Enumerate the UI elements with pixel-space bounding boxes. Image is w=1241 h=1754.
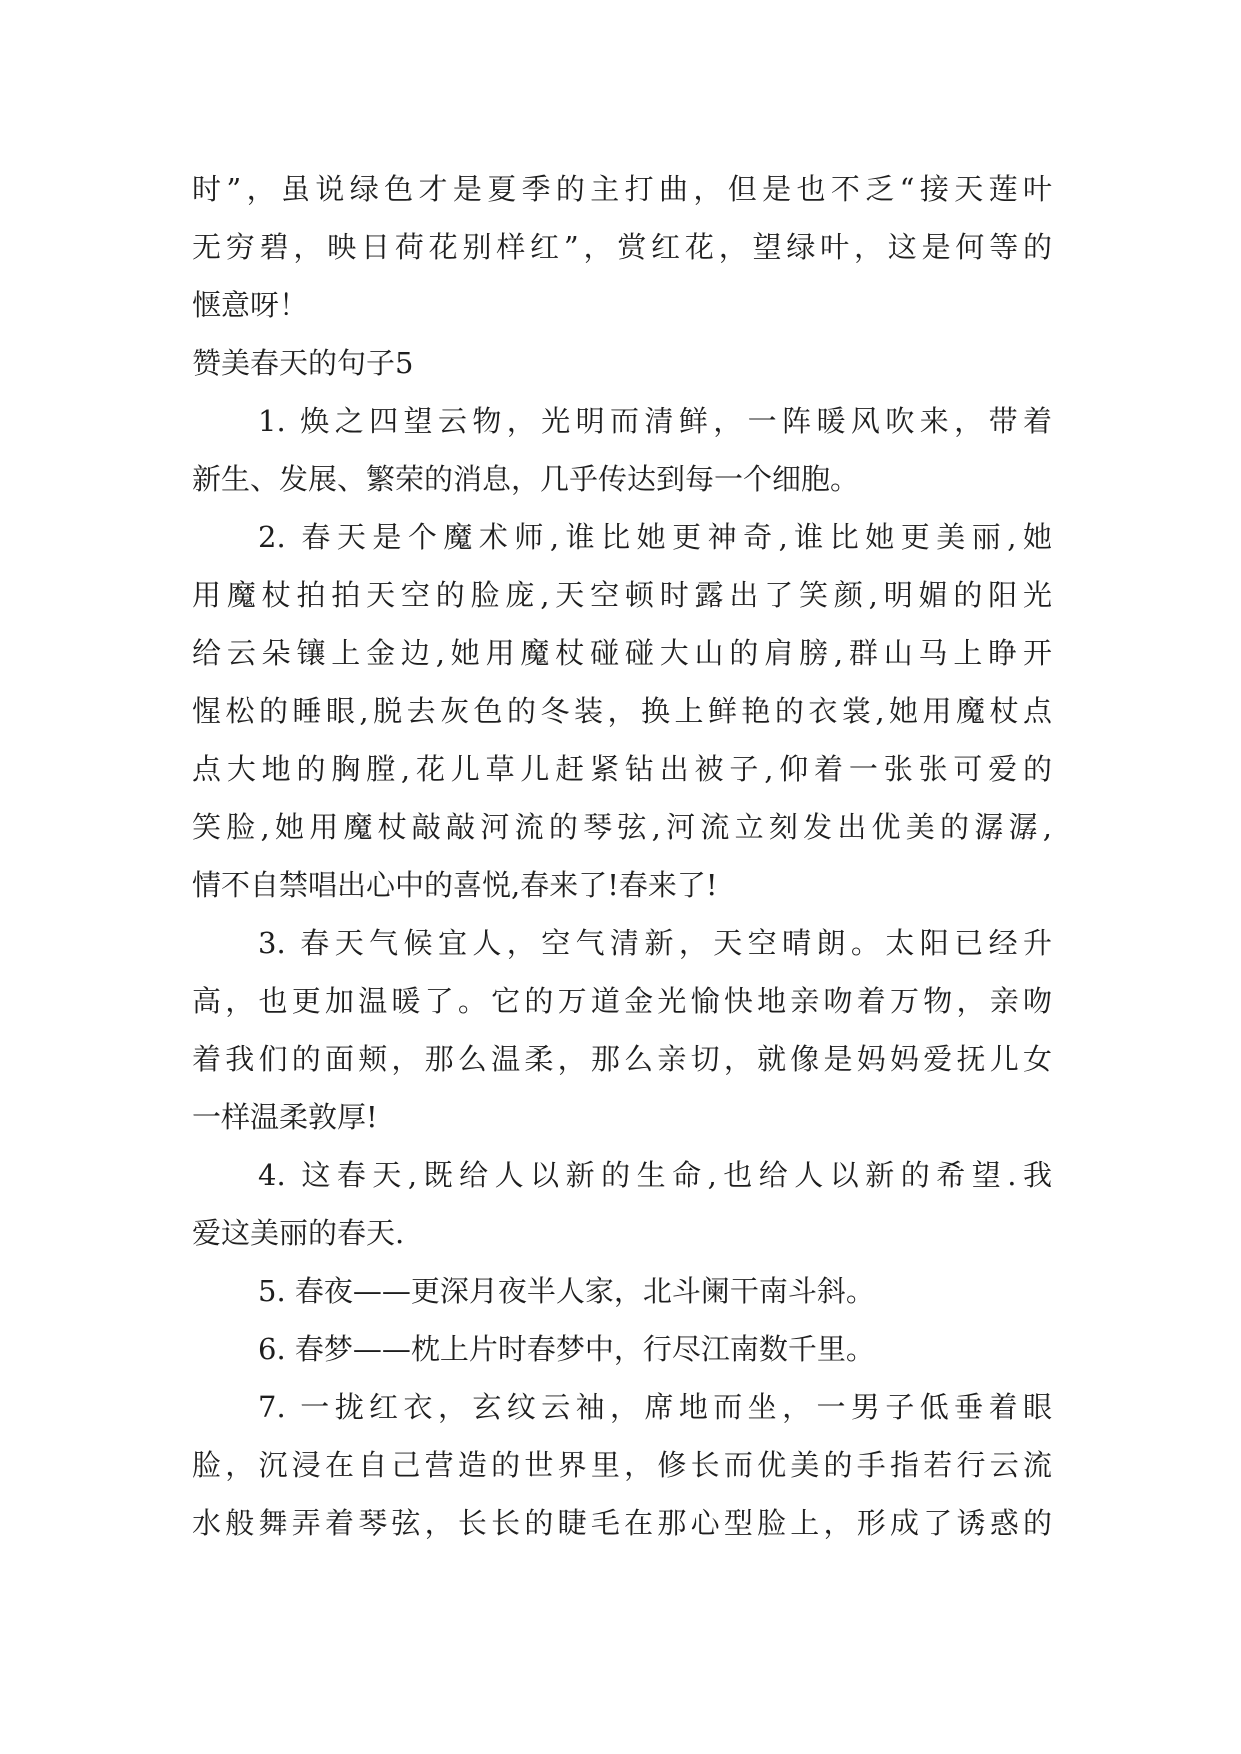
text-line: 爱这美丽的春天.: [192, 1216, 405, 1250]
text-line: 时”，虽说绿色才是夏季的主打曲，但是也不乏“接天莲叶: [192, 172, 1052, 206]
text-line: 情不自禁唱出心中的喜悦,春来了!春来了!: [192, 868, 718, 902]
text-line: 脸，沉浸在自己营造的世界里，修长而优美的手指若行云流: [192, 1448, 1052, 1482]
section-heading: 赞美春天的句子5: [192, 346, 414, 380]
list-item-start: 5. 春夜——更深月夜半人家，北斗阑干南斗斜。: [258, 1274, 875, 1308]
text-line: 点大地的胸膛,花儿草儿赶紧钻出被子,仰着一张张可爱的: [192, 752, 1052, 786]
text-line: 水般舞弄着琴弦，长长的睫毛在那心型脸上，形成了诱惑的: [192, 1506, 1052, 1540]
list-item-start: 1. 焕之四望云物，光明而清鲜，一阵暖风吹来，带着: [258, 404, 1052, 438]
text-line: 惬意呀！: [192, 288, 309, 322]
text-line: 一样温柔敦厚!: [192, 1100, 378, 1134]
document-body: [192, 160, 1052, 1552]
list-item-start: 6. 春梦——枕上片时春梦中，行尽江南数千里。: [258, 1332, 875, 1366]
text-line: 无穷碧，映日荷花别样红”，赏红花，望绿叶，这是何等的: [192, 230, 1052, 264]
text-line: 高，也更加温暖了。它的万道金光愉快地亲吻着万物，亲吻: [192, 984, 1052, 1018]
list-item-start: 3. 春天气候宜人，空气清新，天空晴朗。太阳已经升: [258, 926, 1052, 960]
text-line: 着我们的面颊，那么温柔，那么亲切，就像是妈妈爱抚儿女: [192, 1042, 1052, 1076]
text-line: 新生、发展、繁荣的消息，几乎传达到每一个细胞。: [192, 462, 860, 496]
list-item-start: 2. 春天是个魔术师,谁比她更神奇,谁比她更美丽,她: [258, 520, 1052, 554]
text-line: 笑脸,她用魔杖敲敲河流的琴弦,河流立刻发出优美的潺潺,: [192, 810, 1052, 844]
list-item-start: 7. 一拢红衣，玄纹云袖，席地而坐，一男子低垂着眼: [258, 1390, 1052, 1424]
text-line: 惺松的睡眼,脱去灰色的冬装，换上鲜艳的衣裳,她用魔杖点: [192, 694, 1052, 728]
text-line: 给云朵镶上金边,她用魔杖碰碰大山的肩膀,群山马上睁开: [192, 636, 1052, 670]
list-item-start: 4. 这春天,既给人以新的生命,也给人以新的希望.我: [258, 1158, 1052, 1192]
text-line: 用魔杖拍拍天空的脸庞,天空顿时露出了笑颜,明媚的阳光: [192, 578, 1052, 612]
